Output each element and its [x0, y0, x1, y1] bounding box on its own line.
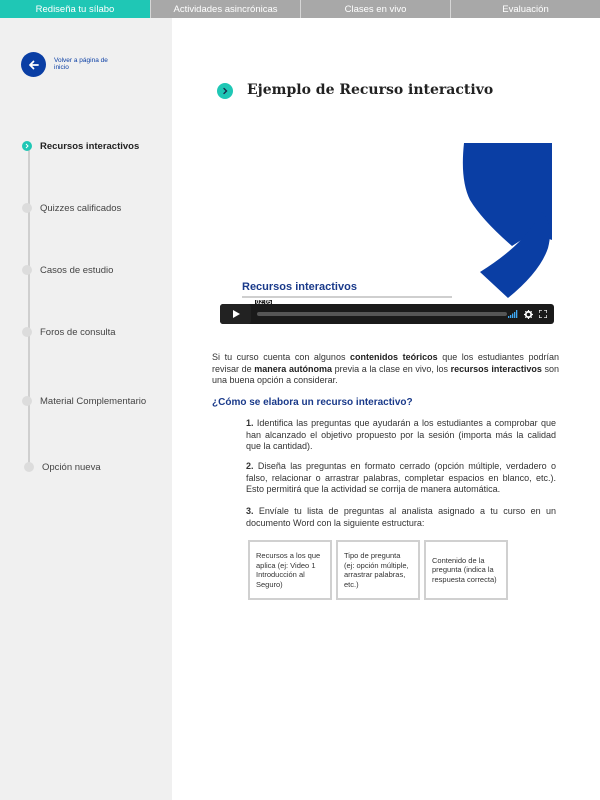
intro-bold: contenidos teóricos: [350, 352, 438, 362]
step-number: 3.: [246, 506, 254, 516]
nav-dot-icon: [22, 327, 32, 337]
section-subheading: ¿Cómo se elabora un recurso interactivo?: [212, 397, 413, 408]
sidebar-item-quizzes-calificados[interactable]: [22, 201, 121, 215]
video-timeline[interactable]: [257, 312, 507, 316]
nav-dot-icon: [22, 203, 32, 213]
sidebar-item-label: Casos de estudio: [40, 264, 114, 276]
intro-text: previa a la clase en vivo, los: [331, 363, 451, 374]
play-button[interactable]: [220, 304, 251, 324]
sidebar-item-label: Material Complementario: [40, 395, 147, 407]
sidebar-item-label: Foros de consulta: [40, 326, 116, 338]
nav-timeline-line: [28, 146, 30, 466]
intro-paragraph: [212, 352, 559, 387]
intro-text: que los estudiantes podrían revisar de: [212, 352, 560, 374]
video-caption-underline: [242, 296, 452, 298]
nav-dot-icon: [24, 462, 34, 472]
sidebar-item-recursos-interactivos[interactable]: [22, 139, 139, 153]
structure-table: [248, 540, 508, 600]
arrow-left-icon: [28, 59, 40, 71]
structure-cell-contenido: Contenido de la pregunta (indica la respuesta correcta): [424, 540, 508, 600]
step-2: [246, 461, 556, 496]
sidebar-item-label: Opción nueva: [42, 461, 101, 473]
step-number: 1.: [246, 418, 254, 428]
structure-cell-tipo: Tipo de pregunta (ej: opción múltiple, arrastrar palabras, etc.): [336, 540, 420, 600]
chevron-right-icon: [217, 83, 233, 99]
video-controls: [220, 300, 554, 324]
sidebar-item-material-complementario[interactable]: [22, 394, 146, 408]
fullscreen-icon[interactable]: [538, 309, 548, 319]
step-text: Identifica las preguntas que ayudarán a los estudiantes a comprobar que han alcanzado el objetivo propuesto por la sesión (importa más la calidad que la cantidad).: [246, 418, 556, 451]
chevron-right-icon: [22, 141, 32, 151]
sidebar: [0, 18, 172, 800]
top-tab-bar: [0, 0, 600, 18]
step-text: Envíale tu lista de preguntas al analista asignado a tu curso en un documento Word con la siguiente estructura:: [246, 506, 556, 528]
nav-dot-icon: [22, 265, 32, 275]
step-1: [246, 418, 556, 453]
step-3: [246, 506, 556, 529]
sidebar-item-label: Quizzes calificados: [40, 202, 122, 214]
intro-bold: manera autónoma: [254, 363, 332, 374]
step-text: Diseña las preguntas en formato cerrado (opción múltiple, verdadero o falso, relacionar o arrastrar palabras, completar espacios en blanco, etc.). Esto permitirá que la actividad se corrija de manera automática.: [246, 461, 556, 494]
structure-cell-recursos: Recursos a los que aplica (ej: Video 1 Introducción al Seguro): [248, 540, 332, 600]
tab-actividades-asincronicas[interactable]: Actividades asincrónicas: [150, 0, 300, 18]
intro-text: Si tu curso cuenta con algunos: [212, 352, 351, 362]
sidebar-item-label: Recursos interactivos: [40, 140, 140, 152]
intro-text: son una buena opción a considerar.: [212, 363, 559, 385]
video-control-icons: [508, 309, 548, 319]
video-time: 02:05: [256, 300, 272, 306]
intro-bold: recursos interactivos: [450, 363, 542, 374]
tab-redisena-silabo[interactable]: Rediseña tu sílabo: [0, 0, 150, 18]
video-caption: Recursos interactivos: [242, 281, 357, 293]
sidebar-item-opcion-nueva[interactable]: [24, 460, 101, 474]
back-label[interactable]: Volver a página de inicio: [54, 57, 108, 71]
tab-evaluacion[interactable]: Evaluación: [450, 0, 600, 18]
gear-icon[interactable]: [523, 309, 533, 319]
page-title: Ejemplo de Recurso interactivo: [247, 82, 494, 98]
sidebar-item-casos-de-estudio[interactable]: [22, 263, 113, 277]
back-button[interactable]: [21, 52, 46, 77]
tab-clases-en-vivo[interactable]: Clases en vivo: [300, 0, 450, 18]
video-player[interactable]: [212, 140, 560, 330]
sidebar-item-foros-de-consulta[interactable]: [22, 325, 116, 339]
step-number: 2.: [246, 461, 254, 471]
nav-dot-icon: [22, 396, 32, 406]
play-icon: [231, 309, 241, 319]
volume-icon[interactable]: [508, 309, 518, 319]
